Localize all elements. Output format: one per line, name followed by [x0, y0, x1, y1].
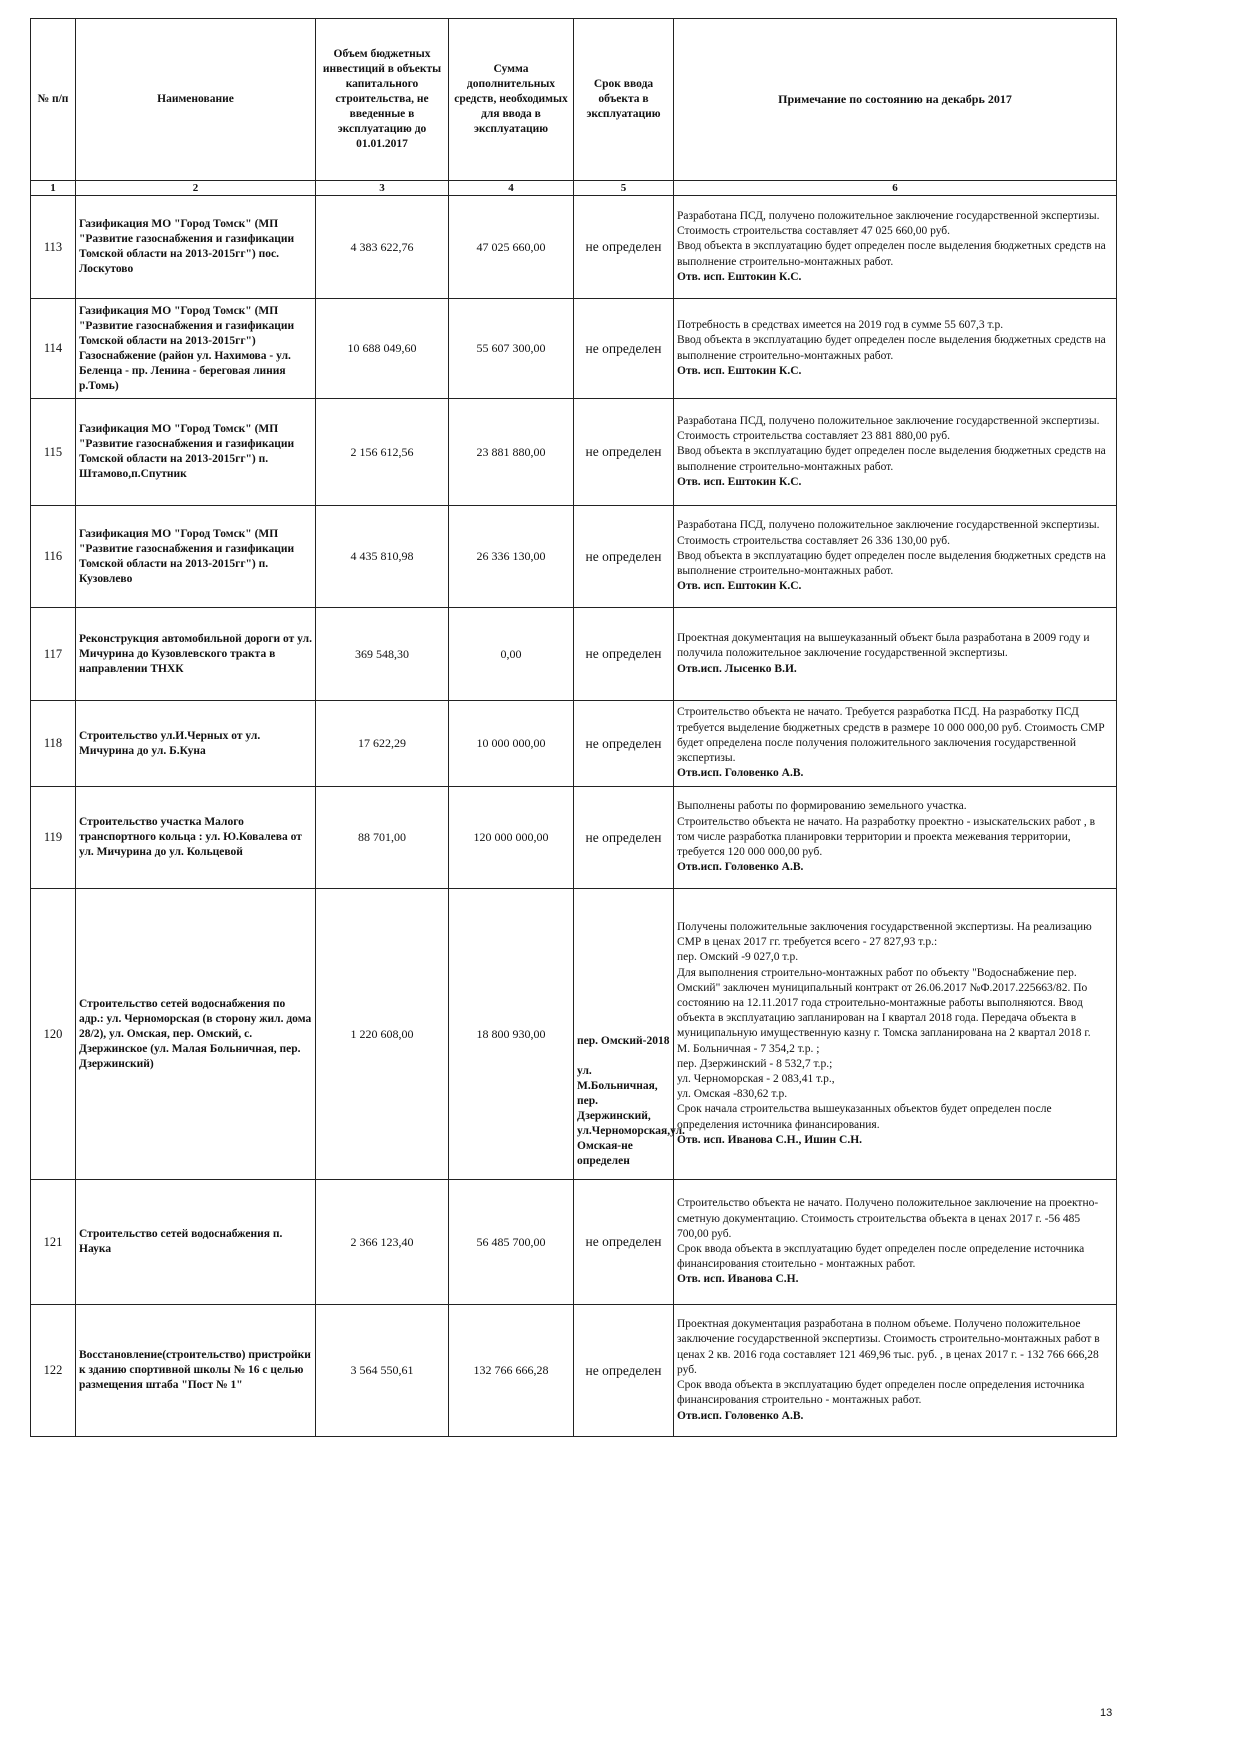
table-row	[31, 701, 1117, 787]
investments-amount: 88 701,00	[316, 787, 449, 889]
additional-amount: 132 766 666,28	[449, 1305, 574, 1437]
table-body	[31, 196, 1117, 1437]
table-row	[31, 787, 1117, 889]
additional-amount: 120 000 000,00	[449, 787, 574, 889]
responsible-person: Отв. исп. Иванова С.Н., Ишин С.Н.	[677, 1133, 863, 1146]
note-line: Проектная документация разработана в полном объеме. Получено положительное заключение государственной экспертизы. Стоимость строительно-монтажных работ в ценах 2 кв. 2016 года составляет 121 469,96 тыс. руб. , в ценах 2017 г. - 132 766 666,28 руб.	[677, 1318, 1100, 1376]
responsible-person: Отв. исп. Иванова С.Н.	[677, 1273, 799, 1286]
note-line: Получены положительные заключения государственной экспертизы. На реализацию СМР в ценах 2017 гг. требуется всего - 27 827,93 т.р.:	[677, 920, 1092, 949]
row-number: 122	[31, 1305, 76, 1437]
column-number: 5	[574, 181, 674, 196]
page-number: 13	[1100, 1707, 1113, 1719]
note-line: Разработана ПСД, получено положительное заключение государственной экспертизы. Стоимость строительства составляет 26 336 130,00 руб.	[677, 519, 1100, 547]
note-cell	[674, 787, 1117, 889]
note-line: ул. Омская -830,62 т.р.	[677, 1088, 788, 1101]
additional-amount: 18 800 930,00	[449, 889, 574, 1180]
column-number: 3	[316, 181, 449, 196]
column-number: 6	[674, 181, 1117, 196]
note-cell	[674, 196, 1117, 299]
investments-amount: 17 622,29	[316, 701, 449, 787]
table-row	[31, 196, 1117, 299]
document-sheet	[30, 18, 1116, 1437]
additional-amount: 10 000 000,00	[449, 701, 574, 787]
responsible-person: Отв.исп. Лысенко В.И.	[677, 662, 797, 675]
additional-amount: 26 336 130,00	[449, 506, 574, 608]
note-line: Строительство объекта не начато. На разработку проектно - изыскательских работ , в том числе разработка планировки территории и проекта межевания территории, требуется 120 000 000,00 руб.	[677, 815, 1096, 859]
note-line: Ввод объекта в эксплуатацию будет определен после выделения бюджетных средств на выполнение строительно-монтажных работ.	[677, 549, 1106, 578]
header-note: Примечание по состоянию на декабрь 2017	[674, 19, 1117, 181]
note-cell	[674, 1305, 1117, 1437]
responsible-person: Отв. исп. Ештокин К.С.	[677, 270, 802, 283]
object-name: Газификация МО "Город Томск" (МП "Развитие газоснабжения и газификации Томской области на 2013-2015гг") пос. Лоскутово	[76, 196, 316, 299]
note-line: Выполнены работы по формированию земельного участка.	[677, 800, 967, 813]
table-row	[31, 399, 1117, 506]
note-line: Срок начала строительства вышеуказанных объектов будет определен после определения источника финансирования.	[677, 1103, 1052, 1131]
note-line: пер. Омский -9 027,0 т.р.	[677, 951, 799, 964]
note-cell	[674, 889, 1117, 1180]
additional-amount: 55 607 300,00	[449, 299, 574, 399]
object-name: Газификация МО "Город Томск" (МП "Развитие газоснабжения и газификации Томской области на 2013-2015гг") п. Кузовлево	[76, 506, 316, 608]
commissioning-term: не определен	[574, 196, 674, 299]
note-cell	[674, 701, 1117, 787]
header-term: Срок ввода объекта в эксплуатацию	[574, 19, 674, 181]
row-number: 116	[31, 506, 76, 608]
table-row	[31, 506, 1117, 608]
note-line: Ввод объекта в эксплуатацию будет определен после выделения бюджетных средств на выполнение строительно-монтажных работ.	[677, 334, 1106, 362]
responsible-person: Отв. исп. Ештокин К.С.	[677, 580, 802, 593]
investments-amount: 369 548,30	[316, 608, 449, 701]
object-name: Строительство участка Малого транспортного кольца : ул. Ю.Ковалева от ул. Мичурина до ул. Кольцевой	[76, 787, 316, 889]
row-number: 119	[31, 787, 76, 889]
row-number: 114	[31, 299, 76, 399]
object-name: Газификация МО "Город Томск" (МП "Развитие газоснабжения и газификации Томской области на 2013-2015гг") Газоснабжение (район ул. Нахимова - ул. Беленца - пр. Ленина - береговая линия р.Томь)	[76, 299, 316, 399]
header-row	[31, 19, 1117, 181]
commissioning-term: не определен	[574, 506, 674, 608]
table-row	[31, 1305, 1117, 1437]
note-cell	[674, 299, 1117, 399]
note-line: ул. Черноморская - 2 083,41 т.р.,	[677, 1073, 835, 1085]
row-number: 113	[31, 196, 76, 299]
row-number: 117	[31, 608, 76, 701]
investments-amount: 10 688 049,60	[316, 299, 449, 399]
column-number: 4	[449, 181, 574, 196]
object-name: Восстановление(строительство) пристройки к зданию спортивной школы № 16 с целью размещения штаба "Пост № 1"	[76, 1305, 316, 1437]
additional-amount: 56 485 700,00	[449, 1180, 574, 1305]
row-number: 120	[31, 889, 76, 1180]
note-line: Ввод объекта в эксплуатацию будет определен после выделения бюджетных средств на выполнение строительно-монтажных работ.	[677, 445, 1106, 473]
header-additional: Сумма дополнительных средств, необходимых для ввода в эксплуатацию	[449, 19, 574, 181]
note-line: М. Больничная - 7 354,2 т.р. ;	[677, 1042, 820, 1055]
note-line: пер. Дзержинский - 8 532,7 т.р.;	[677, 1057, 833, 1070]
object-name: Газификация МО "Город Томск" (МП "Развитие газоснабжения и газификации Томской области на 2013-2015гг") п. Штамово,п.Спутник	[76, 399, 316, 506]
object-name: Реконструкция автомобильной дороги от ул. Мичурина до Кузовлевского тракта в направлении ТНХК	[76, 608, 316, 701]
note-cell	[674, 399, 1117, 506]
row-number: 118	[31, 701, 76, 787]
column-number: 1	[31, 181, 76, 196]
responsible-person: Отв. исп. Ештокин К.С.	[677, 475, 802, 488]
investments-amount: 4 435 810,98	[316, 506, 449, 608]
responsible-person: Отв.исп. Головенко А.В.	[677, 767, 804, 780]
note-cell	[674, 1180, 1117, 1305]
note-line: Для выполнения строительно-монтажных работ по объекту "Водоснабжение пер. Омский" заключен муниципальный контракт от 26.06.2017 №Ф.2017.225663/82. По состоянию на 12.11.2017 года строительно-монтажные работы выполняются. Ввод объекта в эксплуатацию запланирован на I квартал 2018 года. Передача объекта в муниципальную имущественную казну г. Томска запланирована на 2 квартал 2018 г.	[677, 966, 1091, 1040]
note-line: Срок ввода объекта в эксплуатацию будет определен после определение источника финансирования стоительно - монтажных работ.	[677, 1243, 1085, 1271]
object-name: Строительство сетей водоснабжения по адр.: ул. Черноморская (в сторону жил. дома 28/2), ул. Омская, пер. Омский, с. Дзержинское (ул. Малая Больничная, пер. Дзержинский)	[76, 889, 316, 1180]
commissioning-term: не определен	[574, 299, 674, 399]
table-row	[31, 299, 1117, 399]
investments-amount: 1 220 608,00	[316, 889, 449, 1180]
row-number: 115	[31, 399, 76, 506]
object-name: Строительство ул.И.Черных от ул. Мичурина до ул. Б.Куна	[76, 701, 316, 787]
note-line: Ввод объекта в эксплуатацию будет определен после выделения бюджетных средств на выполнение строительно-монтажных работ.	[677, 240, 1106, 268]
note-line: Проектная документация на вышеуказанный объект была разработана в 2009 году и получила положительное заключение государственной экспертизы.	[677, 632, 1090, 660]
additional-amount: 23 881 880,00	[449, 399, 574, 506]
note-line: Разработана ПСД, получено положительное заключение государственной экспертизы. Стоимость строительства составляет 23 881 880,00 руб.	[677, 414, 1100, 443]
note-cell	[674, 506, 1117, 608]
responsible-person: Отв. исп. Ештокин К.С.	[677, 364, 802, 377]
additional-amount: 0,00	[449, 608, 574, 701]
investments-amount: 4 383 622,76	[316, 196, 449, 299]
investments-amount: 2 156 612,56	[316, 399, 449, 506]
responsible-person: Отв.исп. Головенко А.В.	[677, 861, 804, 874]
table-row	[31, 889, 1117, 1180]
table-row	[31, 1180, 1117, 1305]
column-number: 2	[76, 181, 316, 196]
investments-amount: 3 564 550,61	[316, 1305, 449, 1437]
note-line: Потребность в средствах имеется на 2019 год в сумме 55 607,3 т.р.	[677, 319, 1004, 332]
note-line: Разработана ПСД, получено положительное заключение государственной экспертизы. Стоимость строительства составляет 47 025 660,00 руб.	[677, 209, 1100, 238]
investment-table	[30, 18, 1117, 1437]
commissioning-term: не определен	[574, 1180, 674, 1305]
commissioning-term: не определен	[574, 608, 674, 701]
responsible-person: Отв.исп. Головенко А.В.	[677, 1409, 804, 1422]
header-num: № п/п	[31, 19, 76, 181]
investments-amount: 2 366 123,40	[316, 1180, 449, 1305]
additional-amount: 47 025 660,00	[449, 196, 574, 299]
note-cell	[674, 608, 1117, 701]
note-line: Строительство объекта не начато. Получено положительное заключение на проектно-сметную документацию. Стоимость строительства объекта в ценах 2017 г. -56 485 700,00 руб.	[677, 1197, 1099, 1240]
commissioning-term: не определен	[574, 399, 674, 506]
commissioning-term: пер. Омский-2018 ул. М.Больничная, пер. Дзержинский, ул.Черноморская,ул. Омская-не определен	[574, 889, 674, 1180]
note-line: Строительство объекта не начато. Требуется разработка ПСД. На разработку ПСД требуется выделение бюджетных средств в размере 10 000 000,00 руб. Стоимость СМР будет определена после получения положительного заключения государственной экспертизы.	[677, 706, 1105, 765]
column-number-row	[31, 181, 1117, 196]
table-row	[31, 608, 1117, 701]
object-name: Строительство сетей водоснабжения п. Наука	[76, 1180, 316, 1305]
row-number: 121	[31, 1180, 76, 1305]
header-investments: Объем бюджетных инвестиций в объекты капитального строительства, не введенные в эксплуатацию до 01.01.2017	[316, 19, 449, 181]
commissioning-term: не определен	[574, 1305, 674, 1437]
commissioning-term: не определен	[574, 701, 674, 787]
header-name: Наименование	[76, 19, 316, 181]
note-line: Срок ввода объекта в эксплуатацию будет определен после определения источника финансирования строительно - монтажных работ.	[677, 1379, 1085, 1407]
commissioning-term: не определен	[574, 787, 674, 889]
